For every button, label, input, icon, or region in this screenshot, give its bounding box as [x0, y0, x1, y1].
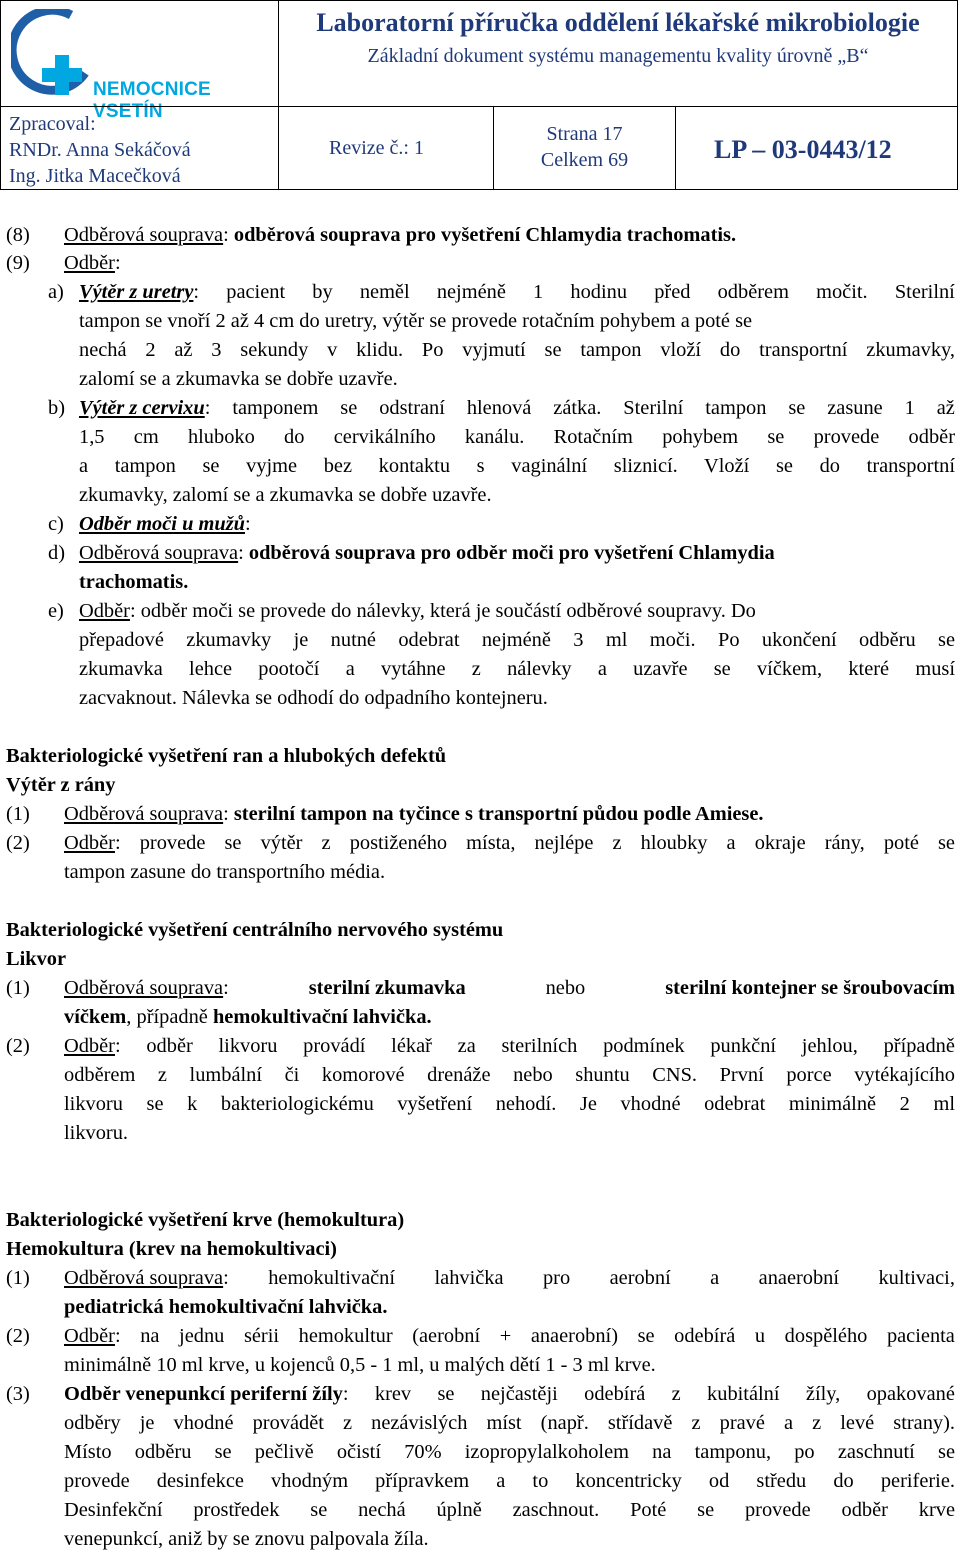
word: + — [499, 1325, 512, 1347]
paragraph-line: provede desinfekce vhodným přípravkem a to koncentricky od středu do periferie. — [64, 1470, 955, 1492]
word: se — [437, 1383, 455, 1405]
word: krev — [374, 1383, 412, 1405]
word: odběr — [146, 1035, 193, 1057]
author-name: Ing. Jitka Macečková — [9, 165, 181, 187]
paragraph-line: přepadové zkumavky je nutné odebrat nejméně 3 ml moči. Po ukončení odběru se — [79, 629, 955, 651]
field-label: Odběrová souprava — [64, 1267, 224, 1289]
paragraph-line: Odběr: odběr likvoru provádí lékař za sterilních podmínek punkční jehlou, případně — [64, 1032, 955, 1060]
field-value: hemokultivační lahvička — [212, 1006, 427, 1028]
word: kubitální — [707, 1383, 780, 1405]
paragraph-line: odběrem z lumbální či komorové drenáže nebo shuntu CNS. První porce vytékajícího — [64, 1064, 955, 1086]
word: opakované — [866, 1383, 955, 1405]
word: nejméně — [436, 281, 506, 303]
list-item: Odběr: — [64, 252, 121, 274]
field-value: víčkem — [64, 1006, 127, 1028]
word: se — [788, 397, 806, 419]
word: nejčastěji — [480, 1383, 558, 1405]
page-total: Celkem 69 — [540, 149, 629, 171]
item-number: (1) — [6, 803, 30, 825]
paragraph-line: Odběr: provede se výtěr z postiženého místa, nejlépe z hloubky a okraje rány, poté se — [64, 829, 955, 857]
field-label: Odběr moči u mužů — [79, 513, 245, 535]
section-heading: Bakteriologické vyšetření centrálního nervového systému — [6, 919, 504, 941]
word: u — [754, 1325, 766, 1347]
word: se — [637, 1325, 655, 1347]
word: podmínek — [603, 1035, 685, 1057]
paragraph-line: pediatrická hemokultivační lahvička. — [64, 1296, 388, 1318]
word: hodinu — [570, 281, 628, 303]
document-code: LP – 03-0443/12 — [714, 135, 892, 164]
item-number: (1) — [6, 977, 30, 999]
word: zasune — [827, 397, 883, 419]
list-item: Odběrová souprava: odběrová souprava pro vyšetření Chlamydia trachomatis. — [64, 224, 737, 246]
word: Sterilní — [894, 281, 955, 303]
paragraph-line: venepunkcí, aniž by se znovu palpovala žíla. — [64, 1528, 429, 1550]
item-number: (2) — [6, 832, 30, 854]
word: případně — [883, 1035, 955, 1057]
paragraph-line: Odběrová souprava: hemokultivační lahvička pro aerobní a anaerobní kultivaci, — [64, 1264, 955, 1292]
word: žíly, — [805, 1383, 841, 1405]
field-value: odběrová souprava pro odběr moči pro vyšetření Chlamydia — [248, 542, 775, 564]
word: tamponem — [232, 397, 319, 419]
paragraph-line: tampon zasune do transportního média. — [64, 861, 386, 883]
field-label: Odběr — [64, 1325, 115, 1347]
word: odebírá — [584, 1383, 646, 1405]
word: a — [726, 832, 736, 854]
text-line: odběr moči se provede do nálevky, která je součástí odběrové soupravy. Do — [140, 600, 756, 622]
item-letter: a) — [48, 281, 64, 303]
word: hemokultivační — [268, 1267, 396, 1289]
word: před — [654, 281, 691, 303]
word: 1 — [533, 281, 544, 303]
word: hloubky — [640, 832, 708, 854]
paragraph-line: Odběrová souprava: sterilní zkumavka nebo sterilní kontejner se šroubovacím — [64, 974, 955, 1002]
word: 1 — [904, 397, 915, 419]
word: se — [224, 832, 242, 854]
word: odběrem — [717, 281, 789, 303]
word: likvoru — [218, 1035, 278, 1057]
paragraph-line: Odběrová souprava: odběrová souprava pro odběr moči pro vyšetření Chlamydia — [79, 542, 775, 564]
word: anaerobní — [758, 1267, 840, 1289]
word: provádí — [303, 1035, 366, 1057]
word: pacienta — [886, 1325, 955, 1347]
word: sterilních — [501, 1035, 578, 1057]
document-subtitle: Základní dokument systému managementu kvality úrovně „B“ — [367, 45, 869, 67]
word: lahvička — [434, 1267, 504, 1289]
paragraph-line: Výtěr z uretry: pacient by neměl nejméně 1 hodinu před odběrem močit. Sterilní — [79, 278, 955, 306]
item-letter: d) — [48, 542, 65, 564]
field-label: Odběrová souprava — [79, 542, 239, 564]
item-number: (2) — [6, 1325, 30, 1347]
text-line: tampon se vnoří 2 až 4 cm do uretry, výtěr se provede rotačním pohybem a poté se — [79, 310, 753, 332]
title-cell — [278, 0, 958, 107]
section-heading: Bakteriologické vyšetření krve (hemokultura) — [6, 1209, 405, 1231]
word: až — [936, 397, 955, 419]
paragraph-line: zkumavky, zalomí se a zkumavka se dobře uzavře. — [79, 484, 492, 506]
paragraph-line: trachomatis. — [79, 571, 189, 593]
word: se — [340, 397, 358, 419]
field-label: Odběr — [64, 252, 115, 274]
paragraph-line: a tampon se vyjme bez kontaktu s vaginální sliznicí. Vloží se do transportní — [79, 455, 955, 477]
word: pacient — [226, 281, 286, 303]
paragraph-line: zacvaknout. Nálevka se odhodí do odpadního kontejneru. — [79, 687, 548, 709]
paragraph-line: víčkem, případně hemokultivační lahvička. — [64, 1006, 432, 1028]
word: (aerobní — [412, 1325, 481, 1347]
paragraph-line: likvoru se k bakteriologickému vyšetření nehodí. Je vhodné odebrat minimálně 2 ml — [64, 1093, 955, 1115]
paragraph-line: 1,5 cm hluboko do cervikálního kanálu. Rotačním pohybem se provede odběr — [79, 426, 955, 448]
word: z — [321, 832, 331, 854]
paragraph-line: minimálně 10 ml krve, u kojenců 0,5 - 1 ml, u malých dětí 1 - 3 ml krve. — [64, 1354, 656, 1376]
word: aerobní — [609, 1267, 671, 1289]
section-subheading: Hemokultura (krev na hemokultivaci) — [6, 1238, 337, 1260]
page-number: Strana 17 — [546, 123, 623, 145]
word: okraje — [754, 832, 806, 854]
text-line: , případně — [126, 1006, 208, 1028]
word: hemokultur — [298, 1325, 393, 1347]
field-label: Výtěr z uretry — [79, 281, 194, 303]
word: by — [312, 281, 333, 303]
document-header — [0, 0, 958, 190]
field-value: sterilní kontejner se šroubovacím — [665, 977, 955, 999]
word: sérii — [243, 1325, 280, 1347]
field-label: Odběrová souprava — [64, 803, 224, 825]
word: z — [612, 832, 622, 854]
field-label: Odběrová souprava — [64, 977, 224, 999]
word: lékař — [391, 1035, 432, 1057]
word: tampon — [705, 397, 767, 419]
author-name: RNDr. Anna Sekáčová — [9, 139, 191, 161]
paragraph-line: Místo odběru se pečlivě očistí 70% izopropylalkoholem na tamponu, po zaschnutí se — [64, 1441, 955, 1463]
item-number: (3) — [6, 1383, 30, 1405]
item-number: (2) — [6, 1035, 30, 1057]
paragraph-line: zkumavka lehce pootočí a vytáhne z nálevky a uzavře se víčkem, které musí — [79, 658, 955, 680]
document-title: Laboratorní příručka oddělení lékařské mikrobiologie — [316, 8, 920, 37]
word: na — [140, 1325, 160, 1347]
word: jednu — [179, 1325, 225, 1347]
section-subheading: Likvor — [6, 948, 67, 970]
word: poté — [883, 832, 919, 854]
author-cell — [0, 106, 279, 190]
word: se — [938, 832, 955, 854]
word: provede — [139, 832, 206, 854]
word: odstraní — [379, 397, 445, 419]
logo-cell — [0, 0, 279, 122]
page-cell — [493, 106, 676, 190]
word: Sterilní — [623, 397, 684, 419]
field-label: Odběr — [64, 1035, 115, 1057]
author-label: Zpracoval: — [9, 113, 96, 135]
text-line: nebo — [545, 977, 586, 999]
word: za — [457, 1035, 476, 1057]
paragraph-line: Odběr: na jednu sérii hemokultur (aerobní + anaerobní) se odebírá u dospělého pacienta — [64, 1322, 955, 1350]
word: z — [671, 1383, 681, 1405]
paragraph-line: Desinfekční prostředek se nechá úplně zaschnout. Poté se provede odběr krve — [64, 1499, 955, 1521]
logo-text: NEMOCNICE VSETÍN — [93, 79, 211, 122]
paragraph-line: zalomí se a zkumavka se dobře uzavře. — [79, 368, 398, 390]
item-letter: b) — [48, 397, 65, 419]
paragraph-line — [79, 307, 955, 335]
word: dospělého — [784, 1325, 868, 1347]
word: neměl — [359, 281, 410, 303]
revision-cell — [278, 106, 494, 190]
field-label: Odběr — [64, 832, 115, 854]
field-label: Odběrová souprava — [64, 224, 224, 246]
paragraph-line: Odběr venepunkcí periferní žíly: krev se nejčastěji odebírá z kubitální žíly, opakované — [64, 1380, 955, 1408]
paragraph-line: odběry je vhodné provádět z nezávislých míst (např. střídavě z pravé a z levé strany). — [64, 1412, 955, 1434]
word: hlenová — [466, 397, 532, 419]
word: pro — [542, 1267, 571, 1289]
word: místa, — [466, 832, 516, 854]
word: postiženého — [349, 832, 448, 854]
paragraph-line: Odběr moči u mužů: — [79, 513, 251, 535]
word: močit. — [816, 281, 868, 303]
field-value: sterilní zkumavka — [308, 977, 466, 999]
section-subheading: Výtěr z rány — [6, 774, 116, 796]
field-value: odběrová souprava pro vyšetření Chlamydia trachomatis. — [233, 224, 737, 246]
field-label: Výtěr z cervixu — [79, 397, 205, 419]
paragraph-line: Odběrová souprava: sterilní tampon na tyčince s transportní půdou podle Amiese. — [64, 803, 764, 825]
word: výtěr — [260, 832, 303, 854]
paragraph-line: nechá 2 až 3 sekundy v klidu. Po vyjmutí se tampon vloží do transportní zkumavky, — [79, 339, 955, 361]
word: jehlou, — [801, 1035, 858, 1057]
revision-number: Revize č.: 1 — [329, 137, 424, 159]
field-label: Odběr — [79, 600, 130, 622]
word: anaerobní) — [530, 1325, 618, 1347]
item-number: (9) — [6, 252, 30, 274]
item-number: (1) — [6, 1267, 30, 1289]
section-heading: Bakteriologické vyšetření ran a hlubokých defektů — [6, 745, 447, 767]
word: rány, — [824, 832, 865, 854]
item-letter: e) — [48, 600, 64, 622]
field-label: Odběr venepunkcí periferní žíly — [64, 1383, 343, 1405]
word: nejlépe — [534, 832, 594, 854]
hospital-cross-logo-icon — [11, 9, 91, 101]
word: kultivaci, — [878, 1267, 955, 1289]
paragraph-line: likvoru. — [64, 1122, 128, 1144]
list-item — [6, 221, 30, 249]
paragraph-line: Odběr: odběr moči se provede do nálevky, která je součástí odběrové soupravy. Do — [79, 600, 756, 622]
word: zátka. — [553, 397, 602, 419]
code-cell — [675, 106, 958, 190]
paragraph-line: Výtěr z cervixu: tamponem se odstraní hlenová zátka. Sterilní tampon se zasune 1 až — [79, 394, 955, 422]
field-value: sterilní tampon na tyčince s transportní půdou podle Amiese. — [233, 803, 764, 825]
item-number: (8) — [6, 224, 30, 246]
word: odebírá — [674, 1325, 736, 1347]
word: punkční — [710, 1035, 777, 1057]
word: a — [710, 1267, 720, 1289]
item-letter: c) — [48, 513, 64, 535]
